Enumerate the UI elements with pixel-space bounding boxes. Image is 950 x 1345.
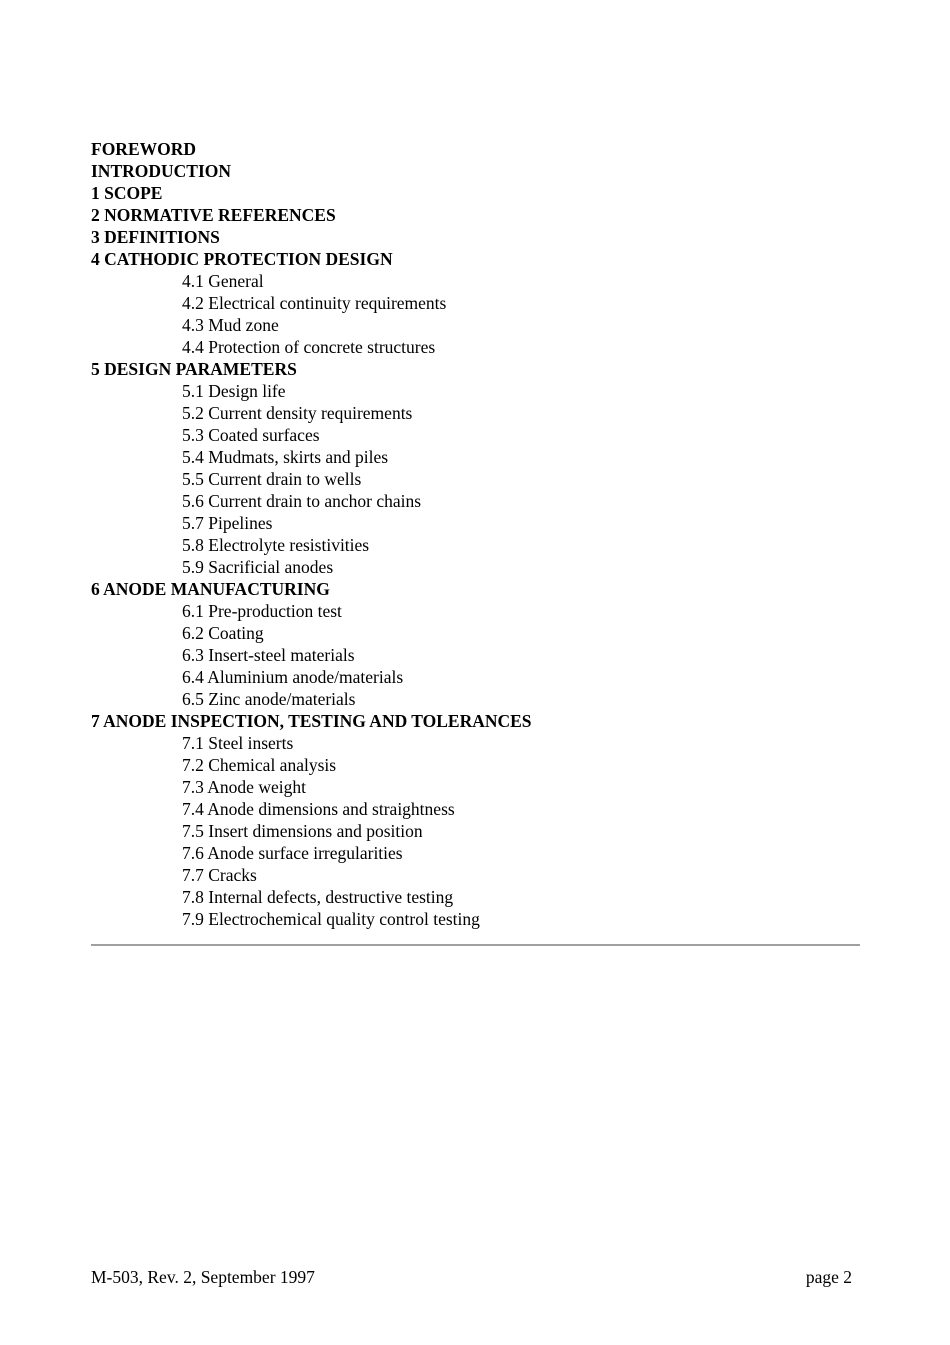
toc-subsection-entry: 6.1 Pre-production test [182, 601, 342, 621]
toc-subsection-entry: 5.8 Electrolyte resistivities [182, 535, 370, 555]
toc-subsection-entry: 5.7 Pipelines [182, 513, 273, 533]
toc-subsection-entry: 4.2 Electrical continuity requirements [182, 293, 447, 313]
toc-section-heading: 4 CATHODIC PROTECTION DESIGN [91, 249, 393, 269]
toc-section-heading: 3 DEFINITIONS [91, 227, 220, 247]
toc-subsection-entry: 4.1 General [182, 271, 264, 291]
toc-subsection-entry: 6.4 Aluminium anode/materials [182, 667, 404, 687]
toc-section-heading: FOREWORD [91, 139, 196, 159]
toc-section-heading: INTRODUCTION [91, 161, 232, 181]
toc-subsection-entry: 7.1 Steel inserts [182, 733, 294, 753]
toc-subsection-entry: 7.9 Electrochemical quality control testing [182, 909, 480, 929]
toc-subsection-entry: 7.2 Chemical analysis [182, 755, 337, 775]
toc-subsection-entry: 7.7 Cracks [182, 865, 257, 885]
toc-subsection-entry: 4.3 Mud zone [182, 315, 279, 335]
toc-section-heading: 6 ANODE MANUFACTURING [91, 579, 330, 599]
toc-subsection-entry: 7.3 Anode weight [182, 777, 306, 797]
toc-subsection-entry: 5.5 Current drain to wells [182, 469, 362, 489]
toc-subsection-entry: 4.4 Protection of concrete structures [182, 337, 436, 357]
toc-section-heading: 1 SCOPE [91, 183, 163, 203]
toc-subsection-entry: 5.6 Current drain to anchor chains [182, 491, 422, 511]
footer-page-number: page 2 [805, 1267, 852, 1287]
toc-section-heading: 5 DESIGN PARAMETERS [91, 359, 297, 379]
toc-subsection-entry: 7.5 Insert dimensions and position [182, 821, 423, 841]
toc-subsection-entry: 5.2 Current density requirements [182, 403, 413, 423]
footer-document-reference: M-503, Rev. 2, September 1997 [91, 1267, 315, 1287]
toc-subsection-entry: 7.8 Internal defects, destructive testing [182, 887, 454, 907]
table-of-contents [91, 138, 861, 930]
toc-subsection-entry: 7.4 Anode dimensions and straightness [182, 799, 455, 819]
toc-subsection-entry: 6.2 Coating [182, 623, 264, 643]
toc-subsection-entry: 5.3 Coated surfaces [182, 425, 320, 445]
toc-subsection-entry: 6.5 Zinc anode/materials [182, 689, 356, 709]
toc-subsection-entry: 7.6 Anode surface irregularities [182, 843, 403, 863]
toc-subsection-entry: 5.9 Sacrificial anodes [182, 557, 334, 577]
toc-subsection-entry: 5.1 Design life [182, 381, 286, 401]
toc-section-heading: 7 ANODE INSPECTION, TESTING AND TOLERANCES [91, 711, 532, 731]
toc-section-heading: 2 NORMATIVE REFERENCES [91, 205, 336, 225]
divider-line [91, 944, 860, 946]
toc-subsection-entry: 6.3 Insert-steel materials [182, 645, 355, 665]
toc-subsection-entry: 5.4 Mudmats, skirts and piles [182, 447, 389, 467]
